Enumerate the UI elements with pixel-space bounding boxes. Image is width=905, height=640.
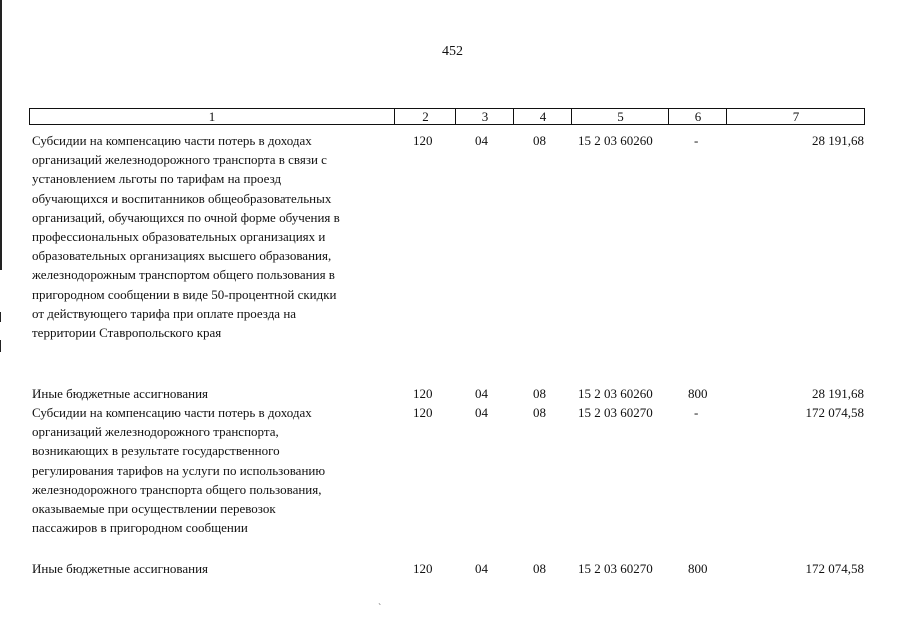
row-name-line: организаций железнодорожного транспорта в связи с	[32, 152, 327, 168]
row-expense-type: 800	[688, 386, 708, 401]
row-name-line: пригородном сообщении в виде 50-процентной скидки	[32, 286, 337, 302]
row-name	[32, 131, 402, 342]
row-expense-type: -	[694, 133, 699, 148]
row-amount: 28 191,68	[812, 386, 864, 401]
header-col-1: 1	[208, 109, 216, 124]
row-section-code: 120	[413, 133, 433, 148]
scan-edge-mark	[0, 340, 1, 352]
row-name-line: профессиональных образовательных организациях и	[32, 229, 326, 245]
row-target-code: 15 2 03 60270	[578, 561, 653, 576]
row-section-code: 120	[413, 386, 433, 401]
row-name-line: возникающих в результате государственного	[32, 443, 280, 459]
row-subsection-code: 04	[475, 386, 488, 401]
header-col-6: 6	[668, 109, 727, 124]
row-name-line: от действующего тарифа при оплате проезда на	[32, 305, 297, 321]
header-col-7: 7	[726, 109, 865, 124]
row-name-line: железнодорожного транспорта общего пользования,	[32, 481, 322, 497]
scan-edge-line	[0, 0, 2, 270]
row-name-line: железнодорожным транспортом общего пользования в	[32, 267, 335, 283]
row-subsection-code: 04	[475, 561, 488, 576]
header-col-3: 3	[455, 109, 514, 124]
row-name-line: организаций, обучающихся по очной форме обучения в	[32, 209, 340, 225]
row-name	[32, 384, 402, 403]
header-col-5: 5	[571, 109, 669, 124]
row-name-line: Субсидии на компенсацию части потерь в доходах	[32, 405, 312, 420]
scan-edge-mark	[0, 312, 1, 322]
row-name-line: организаций железнодорожного транспорта,	[32, 424, 279, 440]
row-name-line: обучающихся и воспитанников общеобразовательных	[32, 190, 332, 206]
row-name-line: установлением льготы по тарифам на проезд	[32, 171, 282, 187]
row-target-code: 15 2 03 60260	[578, 386, 653, 401]
row-name-line: территории Ставропольского края	[32, 325, 222, 341]
row-name-line: Иные бюджетные ассигнования	[32, 386, 209, 401]
page-number: 452	[442, 44, 463, 59]
row-name	[32, 559, 402, 578]
row-expense-type: 800	[688, 561, 708, 576]
row-subsection-code: 04	[475, 405, 488, 420]
row-item-code: 08	[533, 405, 546, 420]
header-col-2: 2	[394, 109, 456, 124]
row-item-code: 08	[533, 561, 546, 576]
row-name-line: Субсидии на компенсацию части потерь в доходах	[32, 133, 312, 148]
row-item-code: 08	[533, 133, 546, 148]
row-target-code: 15 2 03 60260	[578, 133, 653, 148]
table-header	[29, 108, 865, 125]
row-name-line: оказываемые при осуществлении перевозок	[32, 501, 276, 517]
row-target-code: 15 2 03 60270	[578, 405, 653, 420]
header-col-4: 4	[513, 109, 572, 124]
row-section-code: 120	[413, 561, 433, 576]
row-name-line: Иные бюджетные ассигнования	[32, 561, 209, 576]
row-subsection-code: 04	[475, 133, 488, 148]
row-expense-type: -	[694, 405, 699, 420]
row-name-line: регулирования тарифов на услуги по использованию	[32, 462, 326, 478]
row-item-code: 08	[533, 386, 546, 401]
row-name-line: пассажиров в пригородном сообщении	[32, 520, 248, 536]
row-name	[32, 403, 402, 537]
row-amount: 172 074,58	[805, 561, 864, 576]
row-amount: 28 191,68	[812, 133, 864, 148]
row-amount: 172 074,58	[805, 405, 864, 420]
row-section-code: 120	[413, 405, 433, 420]
scan-speck: ˋ	[378, 603, 382, 614]
row-name-line: образовательных организациях высшего образования,	[32, 248, 332, 264]
